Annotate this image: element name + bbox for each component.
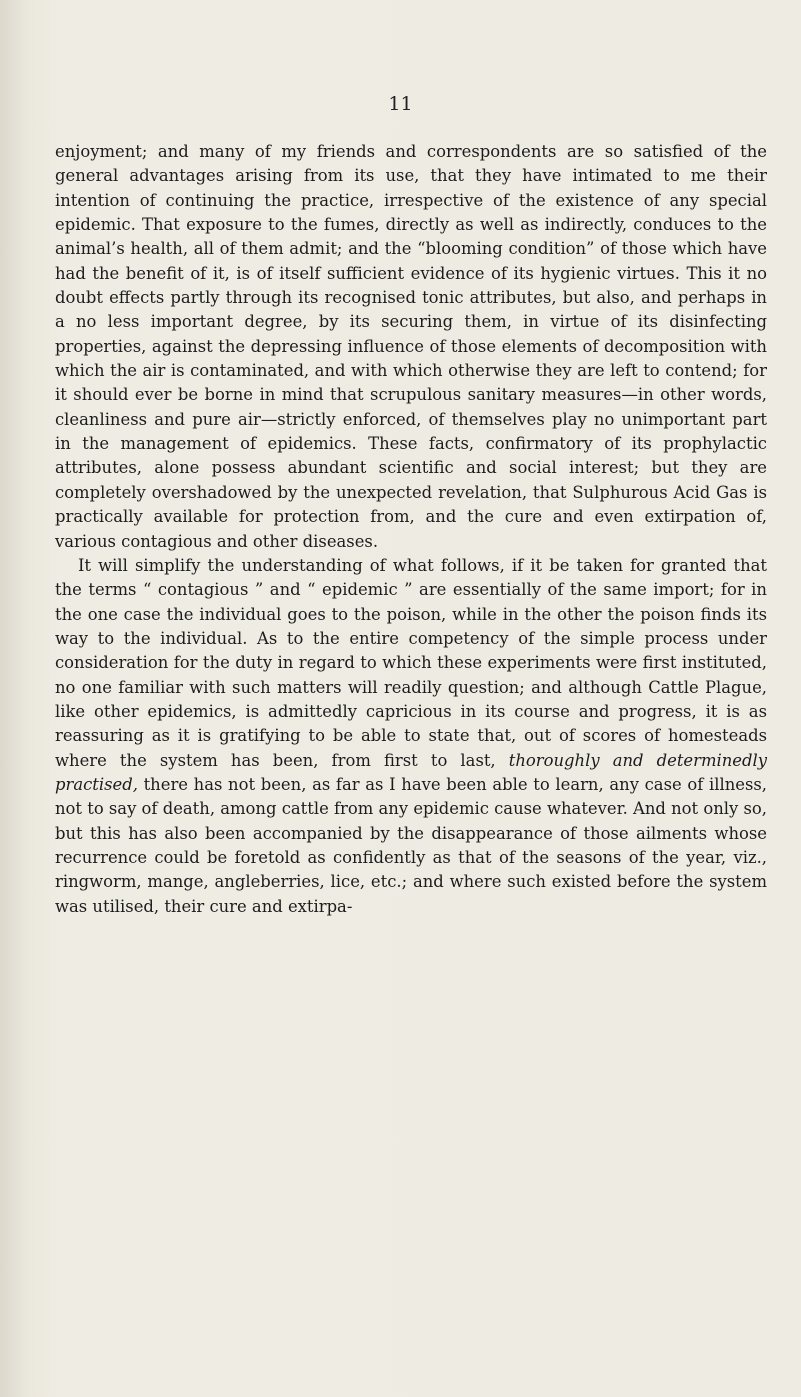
paragraph-2-text-before: It will simplify the understanding of what follows, if it be taken for granted that the terms “ contagious ” and “ epidemic ” are essentially of the same import; for in the one case the individual goes to the poison, while in the other the poison finds its way to the individual. As to the entire competency of the simple process under consideration for the duty in regard to which these experiments were first instituted, no one familiar with such matters will readily question; and although Cattle Plague, like other epidemics, is admittedly capricious in its course and progress, it is as reassuring as it is gratifying to be able to state that, out of scores of homesteads where the system has been, from first to last,: [55, 555, 767, 770]
paragraph-2-text-after: there has not been, as far as I have been able to learn, any case of illness, not to say of death, among cattle from any epidemic cause whatever. And not only so, but this has also been accompanied by the disappearance of those ailments whose recurrence could be foretold as confidently as that of the seasons of the year, viz., ringworm, mange, angleberries, lice, etc.; and where such existed before the system was utilised, their cure and extirpa-: [55, 774, 767, 916]
page-number: 11: [388, 93, 413, 115]
page-body: [55, 140, 767, 919]
emphasized-phrase: thoroughly and determinedly practised,: [55, 750, 767, 794]
paragraph-2: [55, 554, 767, 919]
paragraph-1: enjoyment; and many of my friends and correspondents are so satisfied of the general advantages arising from its use, that they have intimated to me their intention of continuing the practice, irrespective of the existence of any special epidemic. That exposure to the fumes, directly as well as indirectly, conduces to the animal’s health, all of them admit; and the “blooming condition” of those which have had the benefit of it, is of itself sufficient evidence of its hygienic virtues. This it no doubt effects partly through its recognised tonic attributes, but also, and perhaps in a no less important degree, by its securing them, in virtue of its disinfecting properties, against the depressing influence of those elements of decomposition with which the air is contaminated, and with which otherwise they are left to contend; for it should ever be borne in mind that scrupulous sanitary measures—in other words, cleanliness and pure air—strictly enforced, of themselves play no unimportant part in the management of epidemics. These facts, confirmatory of its prophylactic attributes, alone possess abundant scientific and social interest; but they are completely overshadowed by the unexpected revelation, that Sulphurous Acid Gas is practically available for protection from, and the cure and even extirpation of, various contagious and other diseases.: [55, 142, 767, 551]
